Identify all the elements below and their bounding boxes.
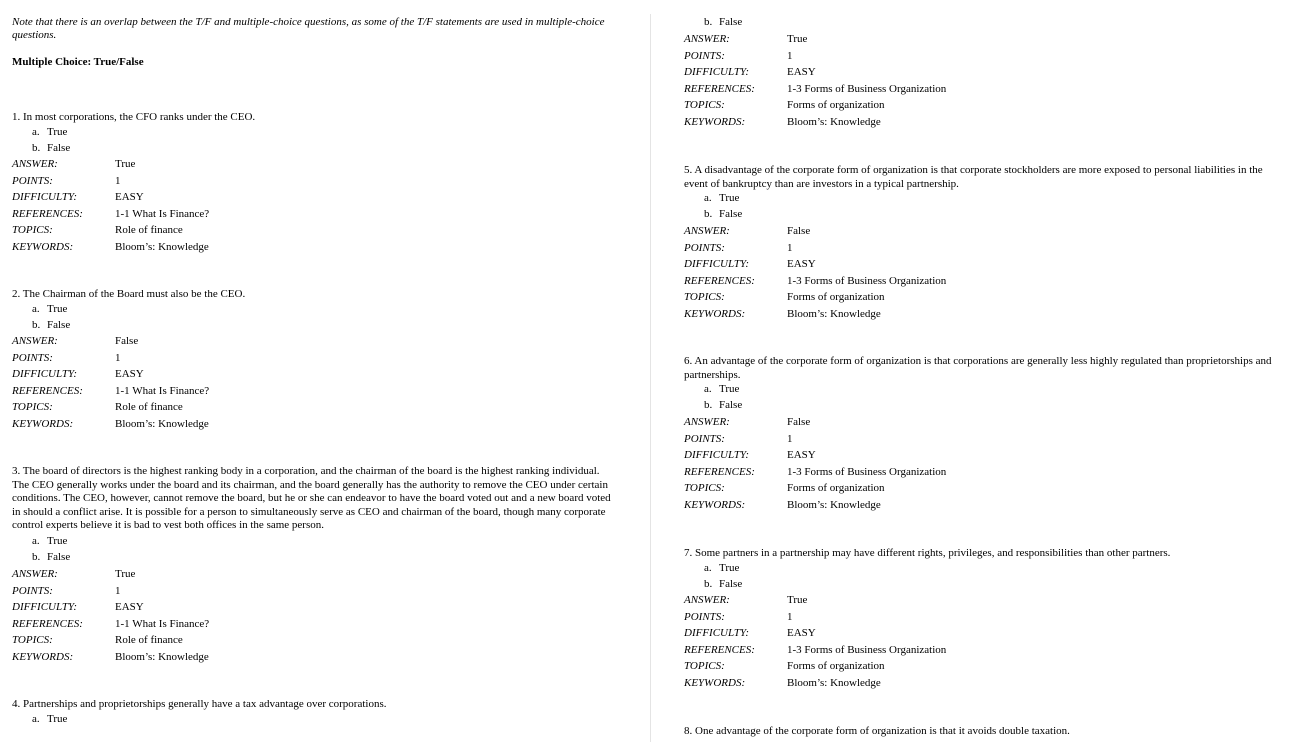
question-1-option-a: a. True [32, 126, 68, 138]
question-3-meta [12, 566, 612, 665]
answer-row: ANSWER: True [12, 568, 136, 580]
question-1-meta [12, 156, 612, 255]
question-8-text: 8. One advantage of the corporate form of organization is that it avoids double taxation. [684, 725, 1070, 737]
points-row: POINTS: 1 [684, 610, 793, 623]
question-7-text: 7. Some partners in a partnership may have different rights, privileges, and responsibilities than other partners. [684, 547, 1171, 559]
points-row: POINTS: 1 [12, 351, 121, 364]
points-row: POINTS: 1 [684, 432, 793, 445]
references-row: REFERENCES: 1-3 Forms of Business Organization [684, 82, 947, 95]
difficulty-row: DIFFICULTY: EASY [684, 627, 816, 639]
question-3-option-a: a. True [32, 535, 68, 547]
question-4-meta [684, 31, 1284, 130]
topics-row: TOPICS: Forms of organization [684, 660, 885, 672]
answer-row: ANSWER: False [684, 416, 811, 428]
topics-row: TOPICS: Forms of organization [684, 291, 885, 303]
keywords-row: KEYWORDS: Bloom’s: Knowledge [684, 676, 881, 689]
question-6-meta [684, 414, 1284, 513]
answer-row: ANSWER: True [684, 33, 808, 45]
difficulty-row: DIFFICULTY: EASY [12, 601, 144, 613]
points-row: POINTS: 1 [684, 241, 793, 254]
points-row: POINTS: 1 [12, 584, 121, 597]
question-2-option-b: b. False [32, 319, 71, 331]
question-5-option-b: b. False [704, 208, 743, 220]
keywords-row: KEYWORDS: Bloom’s: Knowledge [684, 307, 881, 320]
references-row: REFERENCES: 1-3 Forms of Business Organization [684, 274, 947, 287]
question-7-option-a: a. True [704, 562, 740, 574]
difficulty-row: DIFFICULTY: EASY [684, 449, 816, 461]
question-6-option-a: a. True [704, 383, 740, 395]
question-1-option-b: b. False [32, 142, 71, 154]
references-row: REFERENCES: 1-1 What Is Finance? [12, 617, 210, 630]
answer-row: ANSWER: True [684, 594, 808, 606]
column-divider [650, 14, 651, 742]
question-5-option-a: a. True [704, 192, 740, 204]
difficulty-row: DIFFICULTY: EASY [684, 66, 816, 78]
keywords-row: KEYWORDS: Bloom’s: Knowledge [684, 498, 881, 511]
topics-row: TOPICS: Role of finance [12, 224, 183, 236]
question-1-text: 1. In most corporations, the CFO ranks under the CEO. [12, 111, 256, 123]
question-5-text: 5. A disadvantage of the corporate form of organization is that corporate stockholders are more exposed to personal liabilities in the event of bankruptcy than are investors in a typical partnership. [684, 164, 1263, 190]
references-row: REFERENCES: 1-3 Forms of Business Organization [684, 643, 947, 656]
question-5-meta [684, 223, 1284, 322]
keywords-row: KEYWORDS: Bloom’s: Knowledge [12, 650, 209, 663]
intro-note: Note that there is an overlap between the T/F and multiple-choice questions, as some of the T/F statements are used in multiple-choice questions. [12, 16, 605, 41]
question-4-option-b: b. False [704, 16, 743, 28]
question-6-option-b: b. False [704, 399, 743, 411]
topics-row: TOPICS: Forms of organization [684, 482, 885, 494]
references-row: REFERENCES: 1-1 What Is Finance? [12, 384, 210, 397]
topics-row: TOPICS: Role of finance [12, 634, 183, 646]
points-row: POINTS: 1 [12, 174, 121, 187]
question-2-option-a: a. True [32, 303, 68, 315]
topics-row: TOPICS: Role of finance [12, 401, 183, 413]
answer-row: ANSWER: False [12, 335, 139, 347]
question-2-meta [12, 333, 612, 432]
references-row: REFERENCES: 1-1 What Is Finance? [12, 207, 210, 220]
keywords-row: KEYWORDS: Bloom’s: Knowledge [12, 417, 209, 430]
references-row: REFERENCES: 1-3 Forms of Business Organization [684, 465, 947, 478]
section-heading: Multiple Choice: True/False [12, 56, 144, 68]
question-3-option-b: b. False [32, 551, 71, 563]
keywords-row: KEYWORDS: Bloom’s: Knowledge [12, 240, 209, 253]
question-4-text: 4. Partnerships and proprietorships generally have a tax advantage over corporations. [12, 698, 387, 710]
keywords-row: KEYWORDS: Bloom’s: Knowledge [684, 115, 881, 128]
answer-row: ANSWER: False [684, 225, 811, 237]
topics-row: TOPICS: Forms of organization [684, 99, 885, 111]
points-row: POINTS: 1 [684, 49, 793, 62]
question-6-text: 6. An advantage of the corporate form of organization is that corporations are generally less highly regulated than proprietorships and partnerships. [684, 355, 1272, 381]
question-3-text: 3. The board of directors is the highest ranking body in a corporation, and the chairman of the board is the highest ranking individual. The CEO generally works under the board and its chairman, and the board generally has the authority to remove the CEO under certain conditions. The CEO, however, cannot remove the board, but he or she can endeavor to have the board voted out and a new board voted in should a conflict arise. It is possible for a person to simultaneously serve as CEO and chairman of the board, though many corporate control experts believe it is bad to vest both offices in the same person. [12, 465, 611, 531]
difficulty-row: DIFFICULTY: EASY [12, 191, 144, 203]
question-4-option-a: a. True [32, 713, 68, 725]
question-7-meta [684, 592, 1284, 691]
difficulty-row: DIFFICULTY: EASY [12, 368, 144, 380]
question-2-text: 2. The Chairman of the Board must also be the CEO. [12, 288, 246, 300]
question-7-option-b: b. False [704, 578, 743, 590]
difficulty-row: DIFFICULTY: EASY [684, 258, 816, 270]
answer-row: ANSWER: True [12, 158, 136, 170]
